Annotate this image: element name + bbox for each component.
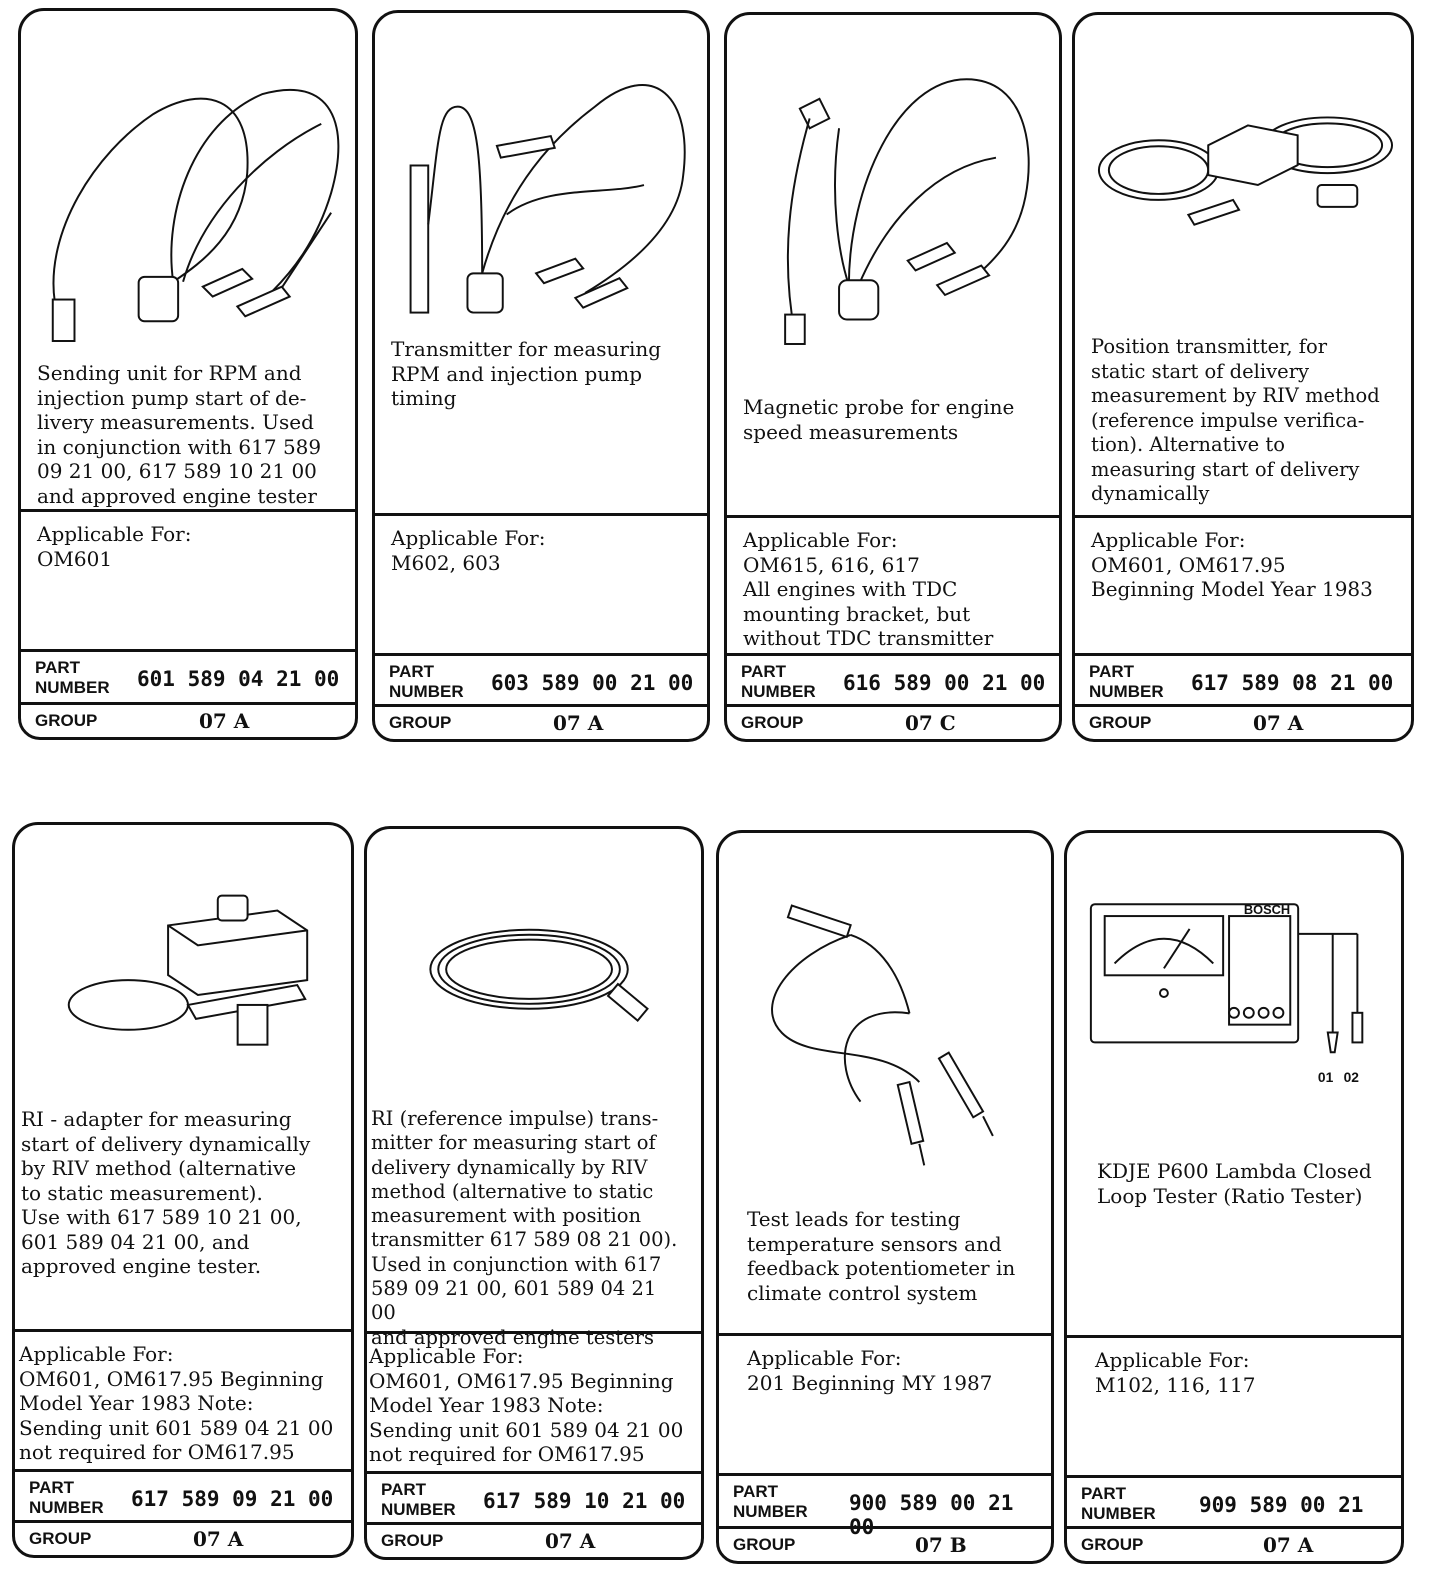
part-number-label: PART NUMBER [741, 662, 816, 701]
magnetic-probe-illustration [741, 37, 1045, 347]
lambda-tester-illustration [1081, 893, 1387, 1103]
part-number-label: PART NUMBER [733, 1482, 808, 1521]
group-value: 07 A [193, 1527, 244, 1551]
card-description: RI - adapter for measuring start of delivery dynamically by RIV method (alternative to static measurement). Use with 617 589 10 21 00, 601 589 04 21 00, and approved engine tester. [21, 1107, 311, 1278]
applicable-text: Applicable For: OM615, 616, 617 All engines with TDC mounting bracket, but without TDC transmitter [743, 528, 994, 650]
part-number-value: 617 589 08 21 00 [1191, 671, 1394, 695]
applicable-text: Applicable For: OM601 [37, 522, 192, 571]
applicable-section [727, 515, 1059, 656]
tool-card-900-589-00 [716, 830, 1054, 1564]
group-label: GROUP [35, 711, 98, 730]
card-description: Transmitter for measuring RPM and injection pump timing [391, 337, 662, 410]
applicable-section [375, 513, 707, 656]
part-number-row [21, 649, 355, 708]
group-row [719, 1526, 1051, 1561]
part-number-value: 909 589 00 21 [1199, 1493, 1364, 1517]
tool-card-616-589-00 [724, 12, 1062, 742]
group-label: GROUP [381, 1531, 444, 1550]
card-description: Test leads for testing temperature sensors and feedback potentiometer in climate control system [747, 1207, 1016, 1305]
part-number-row [719, 1473, 1051, 1539]
part-number-label: PART NUMBER [381, 1480, 456, 1519]
sending-unit-illustration [35, 33, 341, 343]
part-number-value: 617 589 09 21 00 [131, 1487, 334, 1511]
group-row [375, 704, 707, 739]
card-description: RI (reference impulse) trans- mitter for measuring start of delivery dynamically by RIV method (alternative to static measurement with position transmitter 617 589 08 21 00). Used in conjunction with 617 589 09 21 00, 601 589 04 21 00 and approved engine testers [371, 1107, 678, 1349]
callout-02: 02 [1343, 1068, 1359, 1085]
group-value: 07 B [915, 1533, 967, 1557]
group-label: GROUP [29, 1529, 92, 1548]
card-description: Position transmitter, for static start of delivery measurement by RIV method (reference impulse verifica- tion). Alternative to measuring start of delivery dynamically [1091, 335, 1380, 505]
group-row [1075, 704, 1411, 739]
group-label: GROUP [733, 1535, 796, 1554]
tool-card-617-589-08 [1072, 12, 1414, 742]
tester-brand-text: BOSCH [1243, 902, 1291, 918]
group-value: 07 A [199, 709, 250, 733]
position-transmitter-illustration [1089, 75, 1397, 295]
group-value: 07 A [1253, 711, 1304, 735]
part-number-value: 900 589 00 21 00 [849, 1491, 1014, 1539]
card-description: Magnetic probe for engine speed measurements [743, 395, 1015, 444]
part-number-label: PART NUMBER [35, 658, 110, 697]
applicable-text: Applicable For: 201 Beginning MY 1987 [747, 1346, 993, 1395]
ri-transmitter-illustration [381, 889, 687, 1089]
tool-card-603-589-00 [372, 10, 710, 742]
applicable-text: Applicable For: OM601, OM617.95 Beginning Model Year 1983 Note: Sending unit 601 589 04 21 00 not required for OM617.95 [369, 1344, 684, 1466]
applicable-section [15, 1329, 351, 1472]
group-label: GROUP [1089, 713, 1152, 732]
tool-card-617-589-10 [364, 826, 704, 1560]
part-number-value: 616 589 00 21 00 [843, 671, 1046, 695]
part-number-label: PART NUMBER [1081, 1484, 1156, 1523]
group-value: 07 A [545, 1529, 596, 1553]
group-label: GROUP [741, 713, 804, 732]
group-row [727, 704, 1059, 739]
tool-card-909-589-00 [1064, 830, 1404, 1564]
test-leads-illustration [733, 883, 1037, 1183]
applicable-section [21, 509, 355, 652]
group-label: GROUP [1081, 1535, 1144, 1554]
group-row [1067, 1526, 1401, 1561]
part-number-value: 603 589 00 21 00 [491, 671, 694, 695]
part-number-value: 617 589 10 21 00 [483, 1489, 686, 1513]
card-description: Sending unit for RPM and injection pump start of de- livery measurements. Used in conjunction with 617 589 09 21 00, 617 589 10 21 00 and approved engine tester [37, 361, 322, 508]
group-value: 07 A [1263, 1533, 1314, 1557]
group-row [367, 1522, 701, 1557]
tool-card-601-589-04 [18, 8, 358, 740]
part-number-label: PART NUMBER [389, 662, 464, 701]
ri-adapter-illustration [29, 885, 337, 1105]
transmitter-illustration [389, 35, 693, 345]
part-number-label: PART NUMBER [29, 1478, 104, 1517]
tool-card-617-589-09 [12, 822, 354, 1558]
applicable-section [367, 1331, 701, 1474]
group-value: 07 C [905, 711, 956, 735]
applicable-section [1067, 1335, 1401, 1478]
applicable-text: Applicable For: OM601, OM617.95 Beginning Model Year 1983 [1091, 528, 1373, 601]
applicable-section [1075, 515, 1411, 656]
part-number-value: 601 589 04 21 00 [137, 667, 340, 691]
card-description: KDJE P600 Lambda Closed Loop Tester (Ratio Tester) [1097, 1159, 1372, 1208]
group-label: GROUP [389, 713, 452, 732]
applicable-section [719, 1333, 1051, 1476]
group-row [21, 702, 355, 737]
callout-01: 01 [1317, 1068, 1334, 1085]
part-number-label: PART NUMBER [1089, 662, 1164, 701]
applicable-text: Applicable For: OM601, OM617.95 Beginning Model Year 1983 Note: Sending unit 601 589 04 21 00 not required for OM617.95 [19, 1342, 334, 1464]
group-value: 07 A [553, 711, 604, 735]
group-row [15, 1520, 351, 1555]
applicable-text: Applicable For: M102, 116, 117 [1095, 1348, 1256, 1397]
applicable-text: Applicable For: M602, 603 [391, 526, 546, 575]
